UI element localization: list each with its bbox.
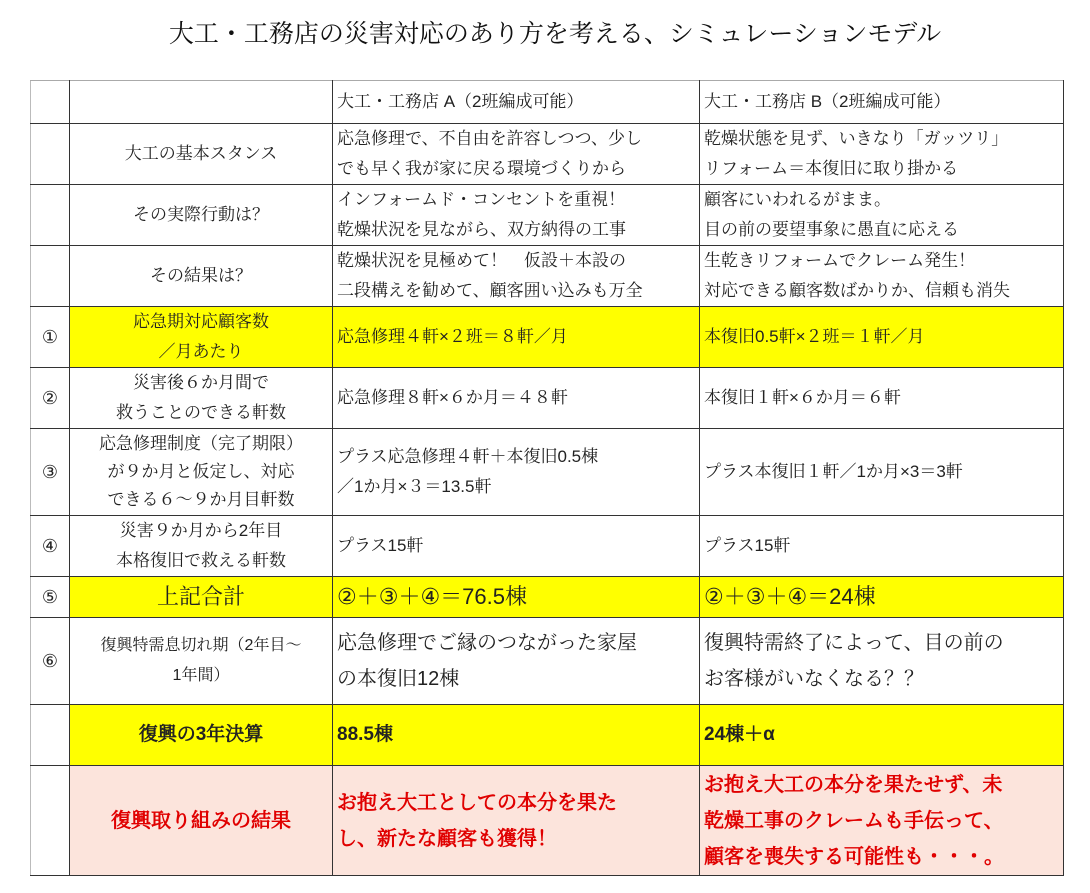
table-row (31, 368, 1064, 429)
line: できる６～９か月目軒数 (107, 490, 295, 509)
line: 本格復旧で救える軒数 (116, 551, 286, 570)
cell-b (700, 124, 1064, 185)
table-row (31, 307, 1064, 368)
cell-b: ②＋③＋④＝24棟 (700, 577, 1064, 618)
cell-a: プラス15軒 (333, 516, 700, 577)
row-num: ④ (31, 516, 70, 577)
line: 乾燥状態を見ず、いきなり「ガッツリ」 (704, 129, 1009, 148)
line: の本復旧12棟 (337, 668, 460, 690)
cell-a (333, 618, 700, 705)
row-label (70, 307, 333, 368)
line: 復興特需息切れ期（2年目～ (100, 637, 302, 654)
row-num: ③ (31, 429, 70, 516)
table-row (31, 429, 1064, 516)
cell-a (333, 124, 700, 185)
line: お抱え大工の本分を果たせず、未 (704, 773, 1003, 796)
cell-a (333, 766, 700, 876)
row-num (31, 246, 70, 307)
table-row (31, 246, 1064, 307)
row-num: ⑥ (31, 618, 70, 705)
page-title: 大工・工務店の災害対応のあり方を考える、シミュレーションモデル (168, 20, 942, 48)
header-a: 大工・工務店 A（2班編成可能） (333, 81, 700, 124)
line: 応急修理で、不自由を許容しつつ、少し (337, 129, 642, 148)
table-row-total (31, 577, 1064, 618)
cell-b (700, 618, 1064, 705)
row-num: ① (31, 307, 70, 368)
header-label-cell (70, 81, 333, 124)
row-label: 上記合計 (70, 577, 333, 618)
cell-a: 応急修理４軒×２班＝８軒／月 (333, 307, 700, 368)
line: ／1か月×３＝13.5軒 (337, 477, 492, 496)
line: インフォームド・コンセントを重視！ (337, 190, 626, 209)
row-label: 復興の3年決算 (70, 705, 333, 766)
row-label (70, 429, 333, 516)
line: リフォーム＝本復旧に取り掛かる (704, 159, 959, 178)
line: 生乾きリフォームでクレーム発生！ (704, 251, 976, 270)
line: ／月あたり (158, 342, 244, 361)
line: 1年間） (172, 667, 230, 684)
table-row-result (31, 766, 1064, 876)
line: 応急修理制度（完了期限） (99, 434, 303, 453)
table-row (31, 185, 1064, 246)
line: 乾燥状況を見ながら、双方納得の工事 (337, 220, 626, 239)
line: 乾燥工事のクレームも手伝って、 (704, 809, 1004, 832)
line: し、新たな顧客も獲得！ (337, 827, 557, 850)
cell-b (700, 185, 1064, 246)
line: 応急修理でご縁のつながった家屋 (337, 632, 637, 654)
row-label: 大工の基本スタンス (70, 124, 333, 185)
line: 復興特需終了によって、目の前の (704, 632, 1004, 654)
cell-a: 応急修理８軒×６か月＝４８軒 (333, 368, 700, 429)
line: 目の前の要望事象に愚直に応える (704, 220, 959, 239)
cell-a (333, 429, 700, 516)
line: 顧客を喪失する可能性も・・・。 (704, 845, 1004, 868)
line: お客様がいなくなる？？ (704, 668, 924, 690)
table-row (31, 516, 1064, 577)
cell-a: 88.5棟 (333, 705, 700, 766)
cell-b: 本復旧0.5軒×２班＝１軒／月 (700, 307, 1064, 368)
line: 乾燥状況を見極めて！ 仮設＋本設の (337, 251, 626, 270)
cell-b: プラス15軒 (700, 516, 1064, 577)
cell-b: 24棟＋α (700, 705, 1064, 766)
table-row (31, 124, 1064, 185)
row-num (31, 766, 70, 876)
line: 二段構えを勧めて、顧客囲い込みも万全 (337, 281, 643, 300)
line: 応急期対応顧客数 (133, 312, 269, 331)
row-num: ② (31, 368, 70, 429)
line: お抱え大工としての本分を果た (337, 791, 617, 814)
row-label: 復興取り組みの結果 (70, 766, 333, 876)
line: でも早く我が家に戻る環境づくりから (337, 159, 626, 178)
line: 対応できる顧客数ばかりか、信頼も消失 (704, 281, 1010, 300)
line: 救うことのできる軒数 (116, 403, 286, 422)
line: プラス応急修理４軒＋本復旧0.5棟 (337, 447, 599, 466)
row-num (31, 185, 70, 246)
row-num (31, 705, 70, 766)
header-num-cell (31, 81, 70, 124)
row-label (70, 368, 333, 429)
cell-a (333, 246, 700, 307)
row-label: その実際行動は？ (70, 185, 333, 246)
row-num: ⑤ (31, 577, 70, 618)
row-num (31, 124, 70, 185)
row-label (70, 618, 333, 705)
simulation-table (30, 80, 1064, 876)
row-label: その結果は？ (70, 246, 333, 307)
table-header-row (31, 81, 1064, 124)
table-row-summary (31, 705, 1064, 766)
row-label (70, 516, 333, 577)
cell-b: プラス本復旧１軒／1か月×3＝3軒 (700, 429, 1064, 516)
line: が９か月と仮定し、対応 (107, 462, 295, 481)
cell-a (333, 185, 700, 246)
cell-b (700, 246, 1064, 307)
cell-b: 本復旧１軒×６か月＝６軒 (700, 368, 1064, 429)
table-row (31, 618, 1064, 705)
line: 災害後６か月間で (133, 373, 269, 392)
line: 災害９か月から2年目 (119, 521, 283, 540)
header-b: 大工・工務店 B（2班編成可能） (700, 81, 1064, 124)
cell-a: ②＋③＋④＝76.5棟 (333, 577, 700, 618)
cell-b (700, 766, 1064, 876)
line: 顧客にいわれるがまま。 (704, 190, 891, 209)
